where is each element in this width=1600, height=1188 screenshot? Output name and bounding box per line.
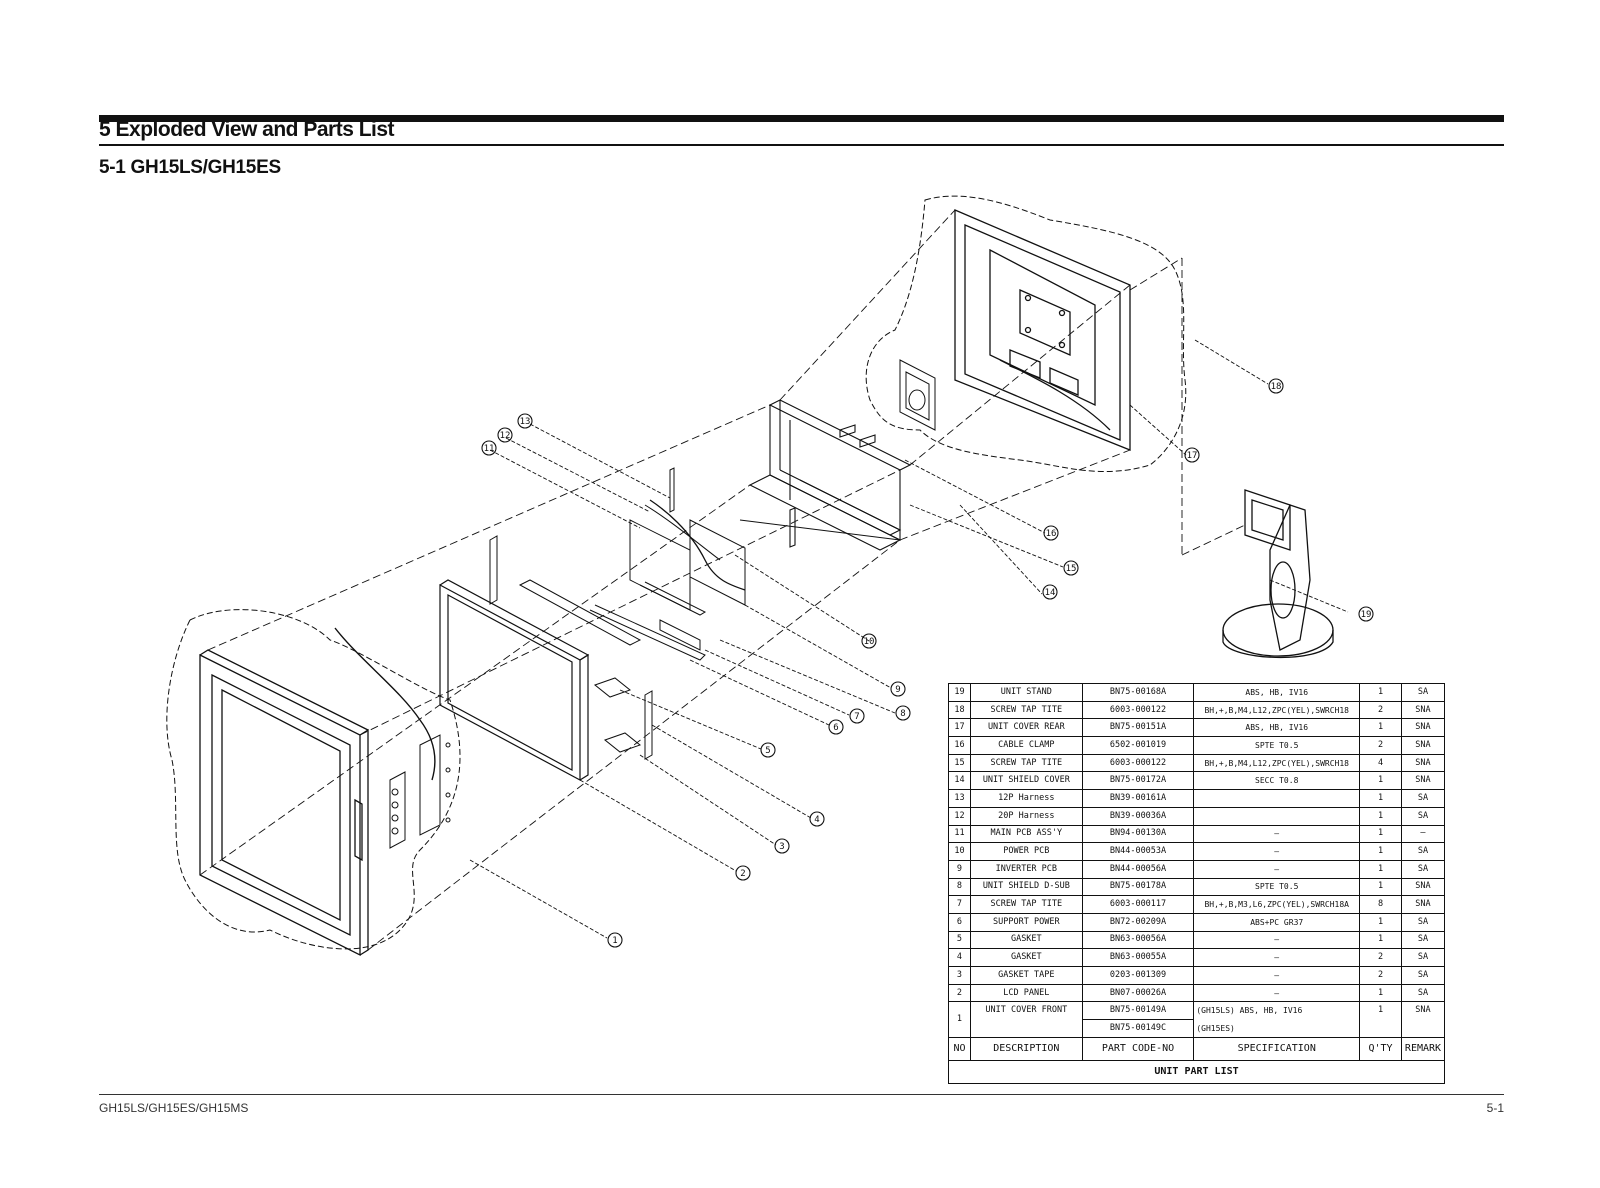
unit-shield-cover-drawing — [740, 400, 910, 550]
cell-code: BN63-00055A — [1082, 949, 1194, 967]
column-header: SPECIFICATION — [1194, 1037, 1360, 1060]
cell-spec: (GH15LS) ABS, HB, IV16 — [1194, 1002, 1360, 1020]
cell-remark: SNA — [1401, 737, 1444, 755]
cell-spec: (GH15ES) — [1194, 1020, 1360, 1038]
callout-12 — [498, 428, 512, 442]
callout-1-label: 1 — [612, 936, 618, 946]
column-header: REMARK — [1401, 1037, 1444, 1060]
callout-5-label: 5 — [765, 746, 771, 756]
callout-2-label: 2 — [740, 869, 746, 879]
callout-13 — [518, 414, 532, 428]
cell-desc: 20P Harness — [970, 807, 1082, 825]
cell-desc: MAIN PCB ASS'Y — [970, 825, 1082, 843]
cell-spec: – — [1194, 843, 1360, 861]
cell-code: 6003-000122 — [1082, 701, 1194, 719]
table-row — [949, 754, 1445, 772]
callout-6-label: 6 — [833, 723, 839, 733]
cell-no: 8 — [949, 878, 971, 896]
cell-spec: – — [1194, 984, 1360, 1002]
table-row — [949, 896, 1445, 914]
cell-code: BN39-00036A — [1082, 807, 1194, 825]
pcb-assembly-drawing — [590, 468, 745, 660]
page-title: 5 Exploded View and Parts List — [99, 118, 395, 141]
cell-desc: SCREW TAP TITE — [970, 896, 1082, 914]
cell-desc: 12P Harness — [970, 790, 1082, 808]
cell-qty: 1 — [1360, 790, 1402, 808]
callout-15 — [1064, 561, 1078, 575]
cell-code: BN07-00026A — [1082, 984, 1194, 1002]
footer-model: GH15LS/GH15ES/GH15MS — [99, 1101, 249, 1115]
button-board-drawing — [335, 628, 450, 848]
callout-14-label: 14 — [1044, 588, 1056, 598]
table-row — [949, 684, 1445, 702]
cell-no: 9 — [949, 860, 971, 878]
table-row — [949, 949, 1445, 967]
cell-desc: INVERTER PCB — [970, 860, 1082, 878]
cell-remark: SA — [1401, 931, 1444, 949]
cell-desc: GASKET TAPE — [970, 967, 1082, 985]
cell-code: BN75-00149A — [1082, 1002, 1194, 1020]
table-row — [949, 1002, 1445, 1020]
cell-qty: 1 — [1360, 1002, 1402, 1037]
callout-10 — [862, 634, 876, 648]
cell-spec: – — [1194, 825, 1360, 843]
cell-desc: POWER PCB — [970, 843, 1082, 861]
callout-13-label: 13 — [519, 417, 531, 427]
table-row — [949, 807, 1445, 825]
cell-no: 15 — [949, 754, 971, 772]
cell-qty: 8 — [1360, 896, 1402, 914]
callout-19 — [1359, 607, 1373, 621]
cell-remark: SA — [1401, 790, 1444, 808]
cell-spec: – — [1194, 860, 1360, 878]
table-row — [949, 913, 1445, 931]
cell-remark: – — [1401, 825, 1444, 843]
cell-spec: ABS+PC GR37 — [1194, 913, 1360, 931]
cell-no: 17 — [949, 719, 971, 737]
cell-desc: SCREW TAP TITE — [970, 754, 1082, 772]
callout-15-label: 15 — [1065, 564, 1077, 574]
cell-code: BN44-00056A — [1082, 860, 1194, 878]
table-row — [949, 737, 1445, 755]
cell-desc: UNIT COVER FRONT — [970, 1002, 1082, 1037]
cell-spec: – — [1194, 949, 1360, 967]
cell-remark: SNA — [1401, 896, 1444, 914]
cell-desc: SCREW TAP TITE — [970, 701, 1082, 719]
cell-code: 6003-000117 — [1082, 896, 1194, 914]
cell-qty: 1 — [1360, 807, 1402, 825]
cell-desc: LCD PANEL — [970, 984, 1082, 1002]
cell-qty: 2 — [1360, 967, 1402, 985]
callout-17 — [1185, 448, 1199, 462]
cell-qty: 1 — [1360, 913, 1402, 931]
callout-6 — [829, 720, 843, 734]
gasket-strip-left — [490, 536, 497, 604]
cell-spec — [1194, 790, 1360, 808]
callout-16 — [1044, 526, 1058, 540]
cell-code: BN72-00209A — [1082, 913, 1194, 931]
cell-remark: SNA — [1401, 1002, 1444, 1037]
cell-no: 6 — [949, 913, 971, 931]
gasket-strip-right — [645, 691, 652, 759]
cell-spec: BH,+,B,M4,L12,ZPC(YEL),SWRCH18 — [1194, 754, 1360, 772]
table-row — [949, 931, 1445, 949]
cell-no: 7 — [949, 896, 971, 914]
table-caption: UNIT PART LIST — [949, 1060, 1445, 1083]
cell-no: 12 — [949, 807, 971, 825]
cell-no: 11 — [949, 825, 971, 843]
cell-spec — [1194, 807, 1360, 825]
cell-qty: 1 — [1360, 931, 1402, 949]
cell-code: BN94-00130A — [1082, 825, 1194, 843]
rear-cover-boundary — [866, 196, 1186, 471]
cell-no: 5 — [949, 931, 971, 949]
cell-desc: UNIT SHIELD D-SUB — [970, 878, 1082, 896]
callout-3 — [775, 839, 789, 853]
column-header: DESCRIPTION — [970, 1037, 1082, 1060]
callout-4-label: 4 — [814, 815, 820, 825]
table-row — [949, 860, 1445, 878]
cell-qty: 4 — [1360, 754, 1402, 772]
table-row — [949, 772, 1445, 790]
cell-no: 2 — [949, 984, 971, 1002]
cell-remark: SA — [1401, 913, 1444, 931]
callout-10-label: 10 — [863, 637, 875, 647]
footer-page-number: 5-1 — [1486, 1101, 1504, 1115]
section-title: 5-1 GH15LS/GH15ES — [99, 157, 281, 178]
table-row — [949, 790, 1445, 808]
callout-8-label: 8 — [900, 709, 906, 719]
table-caption-row — [949, 1060, 1445, 1083]
gasket-tape-1 — [595, 678, 630, 697]
cell-desc: GASKET — [970, 931, 1082, 949]
cell-no: 19 — [949, 684, 971, 702]
table-header-row — [949, 1037, 1445, 1060]
callout-3-label: 3 — [779, 842, 785, 852]
callout-17-label: 17 — [1186, 451, 1198, 461]
cell-desc: UNIT SHIELD COVER — [970, 772, 1082, 790]
table-row — [949, 825, 1445, 843]
cell-code: 6502-001019 — [1082, 737, 1194, 755]
cell-code: BN75-00178A — [1082, 878, 1194, 896]
cell-spec: BH,+,B,M3,L6,ZPC(YEL),SWRCH18A — [1194, 896, 1360, 914]
cell-remark: SA — [1401, 984, 1444, 1002]
cell-spec: BH,+,B,M4,L12,ZPC(YEL),SWRCH18 — [1194, 701, 1360, 719]
cell-desc: GASKET — [970, 949, 1082, 967]
callout-7 — [850, 709, 864, 723]
callout-9 — [891, 682, 905, 696]
cell-remark: SA — [1401, 807, 1444, 825]
cell-remark: SA — [1401, 843, 1444, 861]
callout-11-label: 11 — [483, 444, 495, 454]
cell-code: BN75-00149C — [1082, 1020, 1194, 1038]
parts-list-table — [948, 683, 1445, 1084]
cell-qty: 2 — [1360, 701, 1402, 719]
callout-19-label: 19 — [1360, 610, 1372, 620]
cell-qty: 1 — [1360, 719, 1402, 737]
cell-no: 3 — [949, 967, 971, 985]
cell-code: BN44-00053A — [1082, 843, 1194, 861]
cell-code: BN63-00056A — [1082, 931, 1194, 949]
cell-desc: SUPPORT POWER — [970, 913, 1082, 931]
unit-cover-front-drawing — [200, 650, 368, 955]
cell-spec: ABS, HB, IV16 — [1194, 719, 1360, 737]
cell-no: 10 — [949, 843, 971, 861]
table-row — [949, 878, 1445, 896]
cell-remark: SA — [1401, 860, 1444, 878]
callout-8 — [896, 706, 910, 720]
cell-desc: CABLE CLAMP — [970, 737, 1082, 755]
cell-qty: 1 — [1360, 878, 1402, 896]
cell-spec: – — [1194, 931, 1360, 949]
callout-14 — [1043, 585, 1057, 599]
cell-remark: SNA — [1401, 878, 1444, 896]
table-row — [949, 967, 1445, 985]
cell-remark: SA — [1401, 684, 1444, 702]
table-row — [949, 719, 1445, 737]
cell-code: BN75-00168A — [1082, 684, 1194, 702]
cell-spec: SECC T0.8 — [1194, 772, 1360, 790]
cell-code: BN75-00172A — [1082, 772, 1194, 790]
cell-no: 13 — [949, 790, 971, 808]
gasket-tape-2 — [605, 733, 640, 752]
cell-qty: 1 — [1360, 772, 1402, 790]
unit-cover-rear-drawing — [955, 210, 1130, 450]
cell-spec: ABS, HB, IV16 — [1194, 684, 1360, 702]
cell-remark: SA — [1401, 967, 1444, 985]
cell-spec: – — [1194, 967, 1360, 985]
callout-11 — [482, 441, 496, 455]
cell-remark: SNA — [1401, 719, 1444, 737]
callout-5 — [761, 743, 775, 757]
cell-qty: 1 — [1360, 984, 1402, 1002]
callout-16-label: 16 — [1045, 529, 1057, 539]
hinge-plate-drawing — [900, 360, 935, 430]
column-header: NO — [949, 1037, 971, 1060]
cell-desc: UNIT STAND — [970, 684, 1082, 702]
cell-qty: 1 — [1360, 860, 1402, 878]
callout-2 — [736, 866, 750, 880]
callout-7-label: 7 — [854, 712, 860, 722]
cell-no: 4 — [949, 949, 971, 967]
cell-spec: SPTE T0.5 — [1194, 878, 1360, 896]
cell-qty: 1 — [1360, 825, 1402, 843]
callout-12-label: 12 — [499, 431, 511, 441]
cell-qty: 1 — [1360, 684, 1402, 702]
cell-code: BN39-00161A — [1082, 790, 1194, 808]
unit-stand-drawing — [1223, 490, 1333, 657]
cell-desc: UNIT COVER REAR — [970, 719, 1082, 737]
cell-remark: SA — [1401, 949, 1444, 967]
cell-no: 16 — [949, 737, 971, 755]
cell-qty: 1 — [1360, 843, 1402, 861]
cell-code: 0203-001309 — [1082, 967, 1194, 985]
footer-rule — [99, 1094, 1504, 1095]
table-row — [949, 984, 1445, 1002]
cell-qty: 2 — [1360, 949, 1402, 967]
cell-no: 1 — [949, 1002, 971, 1037]
cell-no: 18 — [949, 701, 971, 719]
callout-1 — [608, 933, 622, 947]
table-row — [949, 843, 1445, 861]
cell-remark: SNA — [1401, 754, 1444, 772]
column-header: PART CODE-NO — [1082, 1037, 1194, 1060]
table-row — [949, 701, 1445, 719]
cell-remark: SNA — [1401, 701, 1444, 719]
cell-qty: 2 — [1360, 737, 1402, 755]
column-header: Q'TY — [1360, 1037, 1402, 1060]
callout-4 — [810, 812, 824, 826]
cell-code: 6003-000122 — [1082, 754, 1194, 772]
callout-18-label: 18 — [1270, 382, 1282, 392]
callout-9-label: 9 — [895, 685, 901, 695]
cell-no: 14 — [949, 772, 971, 790]
cell-code: BN75-00151A — [1082, 719, 1194, 737]
cell-spec: SPTE T0.5 — [1194, 737, 1360, 755]
callout-18 — [1269, 379, 1283, 393]
cell-remark: SNA — [1401, 772, 1444, 790]
